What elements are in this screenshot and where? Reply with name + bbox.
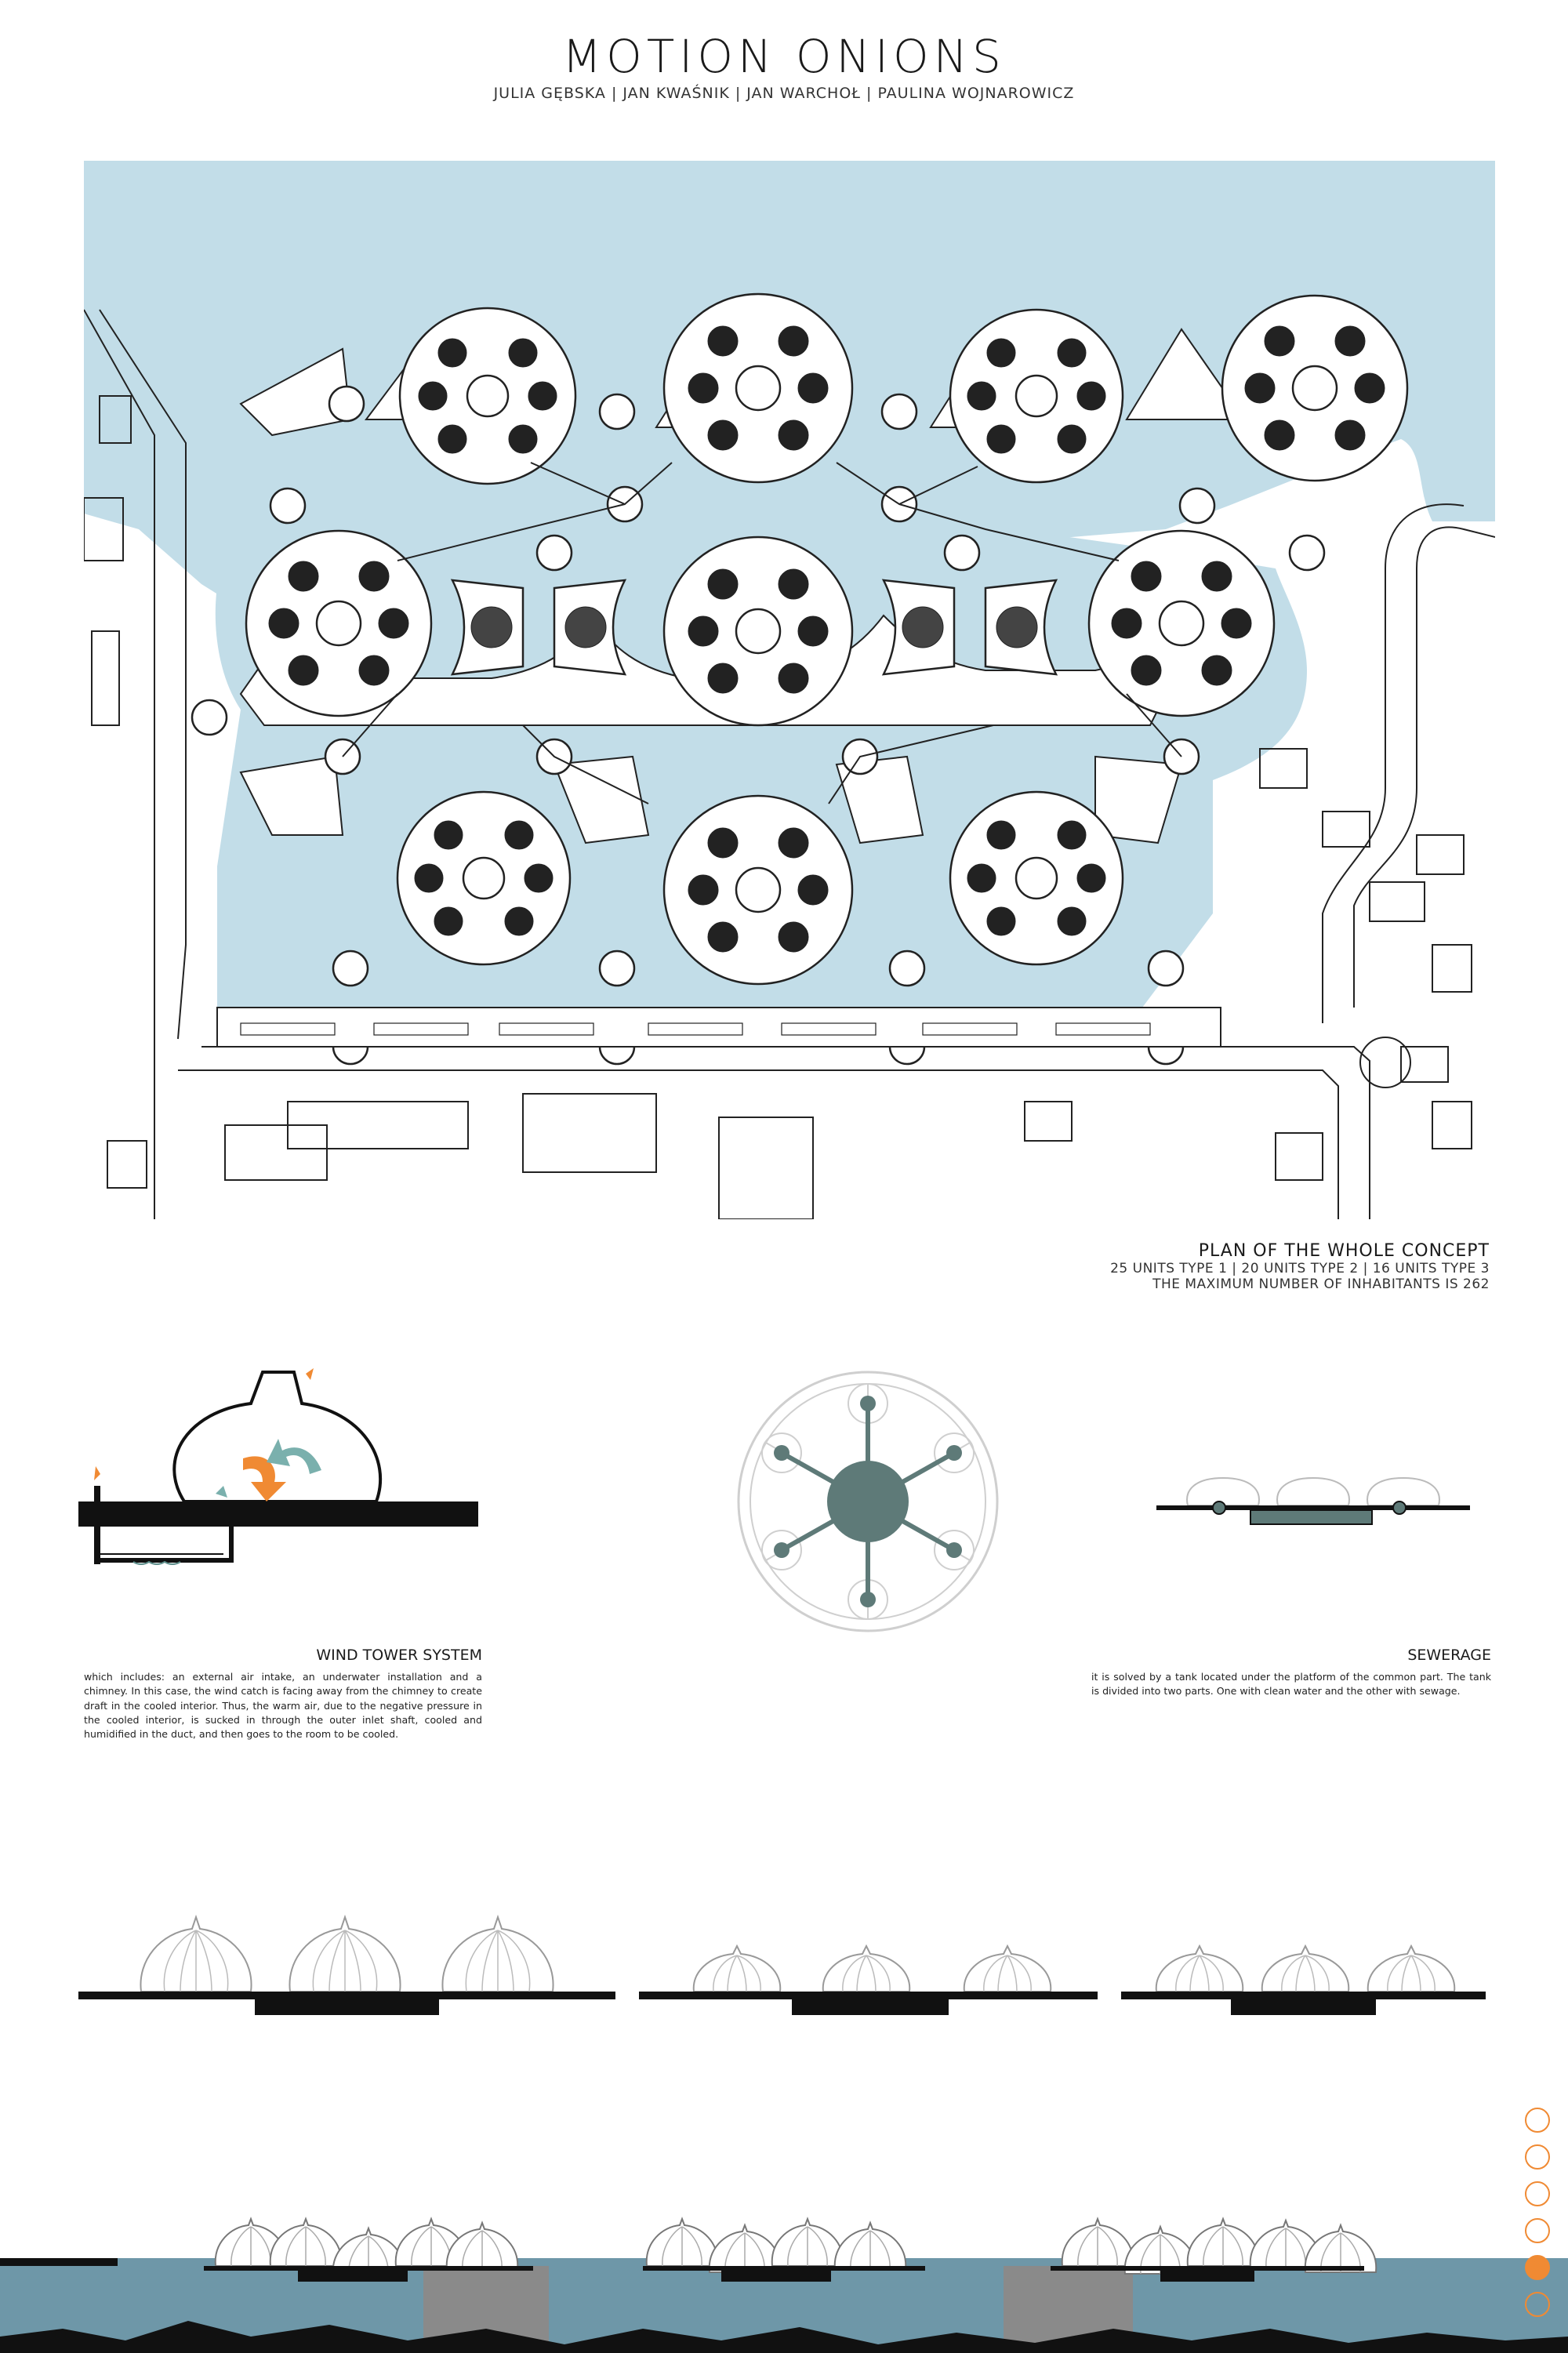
sections-row [74, 1913, 1494, 2023]
sewerage-network-diagram [710, 1368, 1027, 1635]
wind-tower-title: WIND TOWER SYSTEM [316, 1647, 482, 1664]
page-indicator-dot-3[interactable] [1525, 2181, 1550, 2206]
plan-caption-title: PLAN OF THE WHOLE CONCEPT [1198, 1241, 1490, 1261]
plan-caption-inhabitants: THE MAXIMUM NUMBER OF INHABITANTS IS 262 [1152, 1276, 1490, 1292]
site-section [0, 2211, 1568, 2353]
wind-tower-description: which includes: an external air intake, an underwater installation and a chimney. In this case, the wind catch is facing away from the chimney to create draft in the cooled interior. Thus, the warm air, due to the negative pressure in the cooled interior, is sucked in through the outer inlet shaft, cooled and humidified in the duct, and then goes to the room to be cooled. [84, 1671, 482, 1740]
page-indicator-dot-5-active[interactable] [1525, 2255, 1550, 2280]
page-indicator-dot-2[interactable] [1525, 2144, 1550, 2170]
wind-tower-diagram [78, 1364, 486, 1568]
sewerage-title: SEWERAGE [1407, 1647, 1491, 1664]
sewerage-section-diagram [1152, 1458, 1474, 1529]
page-title: MOTION ONIONS [562, 30, 1006, 83]
page-indicator-dot-1[interactable] [1525, 2108, 1550, 2133]
master-plan-drawing [84, 161, 1495, 1219]
page-indicator-dot-4[interactable] [1525, 2218, 1550, 2243]
sewerage-description: it is solved by a tank located under the platform of the common part. The tank is divided into two parts. One with clean water and the other with sewage. [1091, 1671, 1491, 1698]
plan-caption-units: 25 UNITS TYPE 1 | 20 UNITS TYPE 2 | 16 UNITS TYPE 3 [1110, 1261, 1490, 1276]
plan-caption [1110, 1241, 1490, 1292]
authors-line: JULIA GĘBSKA | JAN KWAŚNIK | JAN WARCHOŁ | PAULINA WOJNAROWICZ [493, 85, 1075, 102]
page-indicator-dot-6[interactable] [1525, 2292, 1550, 2317]
